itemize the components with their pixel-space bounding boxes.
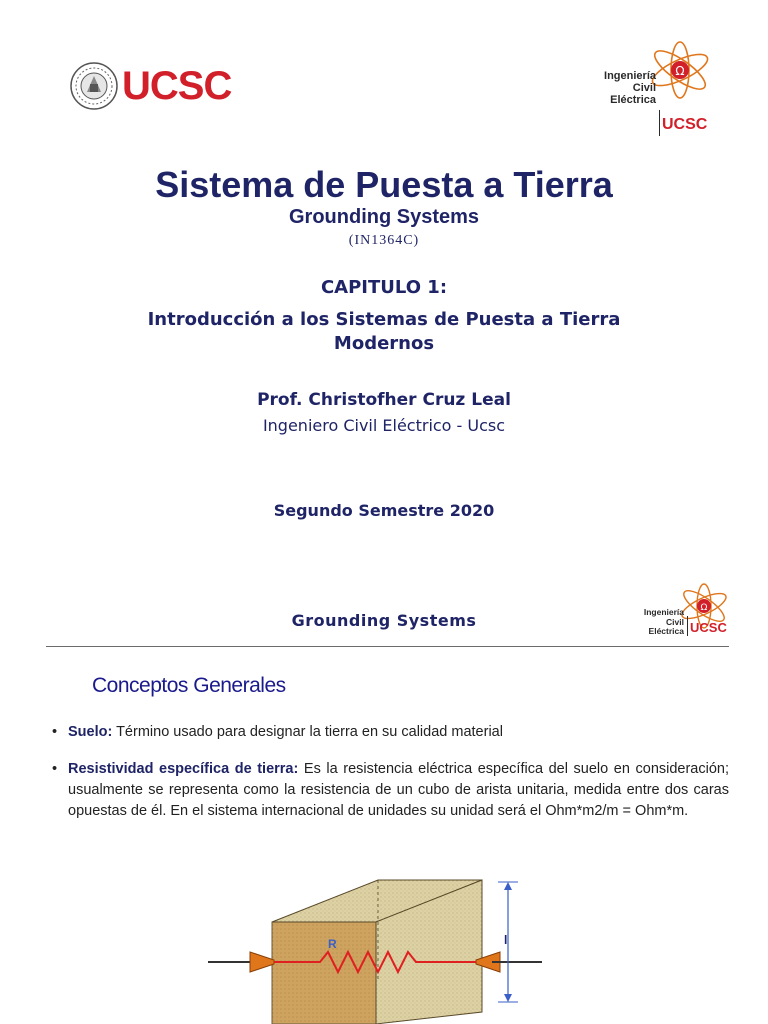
dept-logo-divider	[659, 110, 660, 136]
left-probe	[250, 952, 274, 972]
bullet-icon: •	[52, 724, 58, 740]
dept-logo-line: Ingeniería	[643, 607, 684, 617]
list-item	[52, 759, 729, 822]
chapter-label: CAPITULO 1:	[320, 277, 448, 298]
university-seal-icon	[70, 62, 118, 110]
dept-logo-divider	[687, 616, 688, 636]
dimension-label: l	[504, 933, 508, 947]
semester-label: Segundo Semestre 2020	[273, 501, 495, 520]
university-brand: UCSC	[122, 64, 232, 108]
department-logo	[600, 34, 720, 133]
definition: Término usado para designar la tierra en su calidad material	[112, 724, 503, 740]
chapter-title-text: Introducción a los Sistemas de Puesta a Tierra Modernos	[147, 309, 621, 354]
list-item	[52, 722, 729, 743]
dept-logo-brand: UCSC	[690, 620, 727, 635]
term: Resistividad específica de tierra:	[68, 761, 299, 777]
section-title: Conceptos Generales	[92, 674, 286, 697]
slide-title: Sistema de Puesta a Tierra	[155, 164, 613, 205]
professor-role: Ingeniero Civil Eléctrico - Ucsc	[262, 416, 506, 435]
dept-logo-line: Ingeniería	[604, 70, 656, 82]
cube-front-face	[272, 922, 376, 1024]
resistor-label: R	[328, 937, 337, 951]
dimension-arrow-bottom	[504, 994, 512, 1002]
slide-header: Grounding Systems	[291, 611, 477, 630]
department-logo-small	[640, 578, 735, 638]
resistivity-cube-diagram	[200, 872, 560, 1024]
dept-logo-text	[640, 608, 684, 637]
dept-logo-line: Eléctrica	[610, 94, 656, 106]
dept-logo-line: Civil	[666, 616, 684, 627]
term: Suelo:	[68, 724, 113, 740]
slide-subtitle: Grounding Systems	[288, 206, 480, 228]
course-code: (IN1364C)	[348, 233, 420, 248]
header-divider	[46, 646, 729, 647]
dept-logo-brand: UCSC	[662, 116, 708, 133]
dept-logo-line: Eléctrica	[648, 626, 684, 636]
definition: Es la resistencia eléctrica específica del suelo en consideración; usualmente se representa como la resistencia de un cubo de arista unitaria, medida entre dos caras opuestas de él. En el sistema internacional de unidades su unidad será el Ohm*m2/m = Ohm*m.	[68, 761, 729, 819]
concept-list	[52, 722, 729, 822]
dept-logo-line: Civil	[632, 82, 656, 94]
svg-text:Ω: Ω	[700, 603, 708, 613]
professor-name: Prof. Christofher Cruz Leal	[257, 390, 511, 410]
dimension-arrow-top	[504, 882, 512, 890]
dept-logo-text	[600, 70, 656, 106]
bullet-icon: •	[52, 761, 58, 777]
chapter-title	[0, 308, 768, 356]
svg-text:Ω: Ω	[675, 64, 685, 78]
